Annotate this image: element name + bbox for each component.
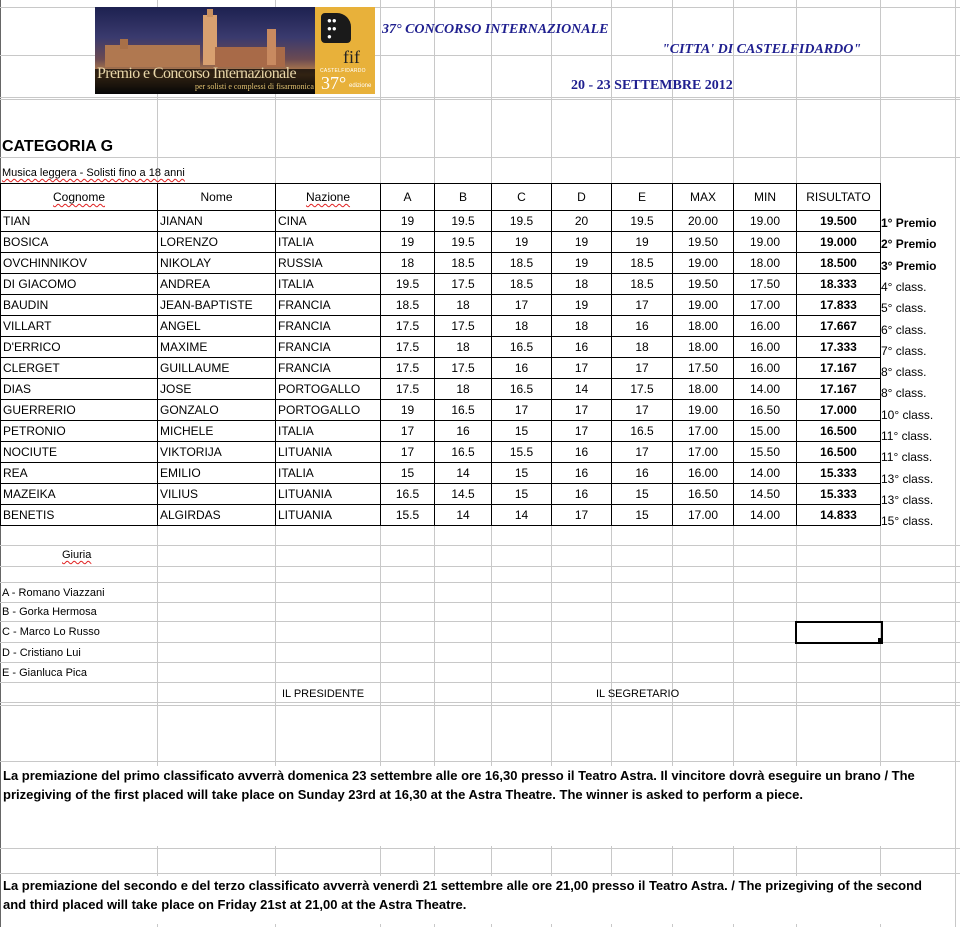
cell-c[interactable]: 17 bbox=[492, 295, 552, 316]
selected-cell[interactable] bbox=[795, 621, 883, 644]
cell-nome[interactable]: LORENZO bbox=[158, 232, 276, 253]
cell-c[interactable]: 16.5 bbox=[492, 337, 552, 358]
cell-b[interactable]: 19.5 bbox=[435, 232, 492, 253]
cell-c[interactable]: 18 bbox=[492, 316, 552, 337]
edition-number: 37° bbox=[321, 73, 347, 93]
cell-a[interactable]: 18 bbox=[381, 253, 435, 274]
cell-max[interactable]: 17.00 bbox=[673, 505, 734, 526]
cell-nazione[interactable]: PORTOGALLO bbox=[276, 379, 381, 400]
cell-max[interactable]: 18.00 bbox=[673, 316, 734, 337]
cell-a[interactable]: 18.5 bbox=[381, 295, 435, 316]
col-nome[interactable]: Nome bbox=[158, 184, 276, 211]
cell-cognome[interactable]: CLERGET bbox=[1, 358, 158, 379]
table-row bbox=[1, 400, 881, 421]
cell-a[interactable]: 19 bbox=[381, 232, 435, 253]
cell-d[interactable]: 14 bbox=[552, 379, 612, 400]
cell-c[interactable]: 18.5 bbox=[492, 253, 552, 274]
cell-nome[interactable]: VILIUS bbox=[158, 484, 276, 505]
cell-c[interactable]: 14 bbox=[492, 505, 552, 526]
jury-member-b: B - Gorka Hermosa bbox=[2, 606, 97, 618]
festival-banner-image bbox=[95, 7, 375, 94]
cell-nazione[interactable]: ITALIA bbox=[276, 421, 381, 442]
competition-title: 37° CONCORSO INTERNAZIONALE bbox=[382, 22, 609, 37]
cell-risultato[interactable]: 17.000 bbox=[797, 400, 881, 421]
cell-nome[interactable]: ALGIRDAS bbox=[158, 505, 276, 526]
second-third-prize-note: La premiazione del secondo e del terzo classificato avverrà venerdì 21 settembre alle ore 21,00 presso il Teatro Astra. / The prizegiving of the second and third placed will take place on Friday 21st at 21,00 at the Astra Theatre. bbox=[3, 876, 948, 924]
cell-a[interactable]: 19 bbox=[381, 400, 435, 421]
fill-handle[interactable] bbox=[878, 638, 883, 643]
cell-e[interactable]: 19 bbox=[612, 232, 673, 253]
cell-e[interactable]: 16 bbox=[612, 463, 673, 484]
cell-b[interactable]: 17.5 bbox=[435, 358, 492, 379]
president-signature-label: IL PRESIDENTE bbox=[282, 688, 365, 700]
cell-a[interactable]: 17 bbox=[381, 442, 435, 463]
cell-risultato[interactable]: 15.333 bbox=[797, 463, 881, 484]
cell-nazione[interactable]: LITUANIA bbox=[276, 484, 381, 505]
cell-risultato[interactable]: 16.500 bbox=[797, 442, 881, 463]
cell-b[interactable]: 18.5 bbox=[435, 253, 492, 274]
cell-c[interactable]: 16.5 bbox=[492, 379, 552, 400]
cell-b[interactable]: 14 bbox=[435, 505, 492, 526]
jury-title: Giuria bbox=[62, 549, 92, 561]
cell-e[interactable]: 17.5 bbox=[612, 379, 673, 400]
cell-e[interactable]: 17 bbox=[612, 400, 673, 421]
cell-d[interactable]: 19 bbox=[552, 295, 612, 316]
secretary-signature-label: IL SEGRETARIO bbox=[596, 688, 680, 700]
cell-min[interactable]: 17.00 bbox=[734, 295, 797, 316]
cell-nazione[interactable]: FRANCIA bbox=[276, 295, 381, 316]
cell-risultato[interactable]: 17.333 bbox=[797, 337, 881, 358]
cell-nome[interactable]: NIKOLAY bbox=[158, 253, 276, 274]
cell-max[interactable]: 19.00 bbox=[673, 400, 734, 421]
cell-d[interactable]: 16 bbox=[552, 442, 612, 463]
cell-c[interactable]: 17 bbox=[492, 400, 552, 421]
cell-d[interactable]: 20 bbox=[552, 211, 612, 232]
cell-risultato[interactable]: 18.333 bbox=[797, 274, 881, 295]
cell-c[interactable]: 18.5 bbox=[492, 274, 552, 295]
cell-min[interactable]: 16.00 bbox=[734, 316, 797, 337]
table-row bbox=[1, 274, 881, 295]
banner-subtitle: per solisti e complessi di fisarmonica bbox=[195, 82, 314, 91]
cell-c[interactable]: 16 bbox=[492, 358, 552, 379]
cell-d[interactable]: 16 bbox=[552, 337, 612, 358]
cell-risultato[interactable]: 19.500 bbox=[797, 211, 881, 232]
cell-cognome[interactable]: NOCIUTE bbox=[1, 442, 158, 463]
cell-min[interactable]: 14.00 bbox=[734, 505, 797, 526]
rank-label: 7° class. bbox=[881, 343, 927, 358]
cell-e[interactable]: 19.5 bbox=[612, 211, 673, 232]
cell-cognome[interactable]: DIAS bbox=[1, 379, 158, 400]
cell-b[interactable]: 14 bbox=[435, 463, 492, 484]
rank-label: 6° class. bbox=[881, 322, 927, 337]
rank-label: 11° class. bbox=[881, 429, 933, 443]
col-d[interactable]: D bbox=[552, 184, 612, 211]
logo-text: fif bbox=[343, 47, 360, 67]
table-row bbox=[1, 379, 881, 400]
cell-a[interactable]: 17.5 bbox=[381, 337, 435, 358]
table-row bbox=[1, 316, 881, 337]
cell-risultato[interactable]: 17.667 bbox=[797, 316, 881, 337]
cell-cognome[interactable]: GUERRERIO bbox=[1, 400, 158, 421]
cell-c[interactable]: 15 bbox=[492, 463, 552, 484]
jury-member-c: C - Marco Lo Russo bbox=[2, 626, 100, 638]
cell-min[interactable]: 16.50 bbox=[734, 400, 797, 421]
cell-b[interactable]: 18 bbox=[435, 337, 492, 358]
competition-dates: 20 - 23 SETTEMBRE 2012 bbox=[571, 78, 733, 93]
rank-label: 10° class. bbox=[881, 407, 934, 422]
cell-a[interactable]: 17.5 bbox=[381, 358, 435, 379]
cell-nome[interactable]: MICHELE bbox=[158, 421, 276, 442]
cell-min[interactable]: 19.00 bbox=[734, 232, 797, 253]
cell-min[interactable]: 14.00 bbox=[734, 379, 797, 400]
cell-cognome[interactable]: PETRONIO bbox=[1, 421, 158, 442]
cell-b[interactable]: 17.5 bbox=[435, 274, 492, 295]
results-table bbox=[0, 183, 881, 526]
cell-nome[interactable]: JIANAN bbox=[158, 211, 276, 232]
cell-d[interactable]: 17 bbox=[552, 505, 612, 526]
cell-e[interactable]: 18 bbox=[612, 337, 673, 358]
cell-nome[interactable]: ANGEL bbox=[158, 316, 276, 337]
rank-label: 4° class. bbox=[881, 279, 927, 294]
rank-label: 8° class. bbox=[881, 365, 927, 380]
cell-max[interactable]: 19.00 bbox=[673, 253, 734, 274]
cell-c[interactable]: 15 bbox=[492, 484, 552, 505]
cell-max[interactable]: 16.50 bbox=[673, 484, 734, 505]
table-row bbox=[1, 337, 881, 358]
table-row bbox=[1, 358, 881, 379]
fif-logo: ●● ●● ● fif CASTELFIDARDO 37° edizione bbox=[315, 7, 375, 94]
cell-a[interactable]: 17 bbox=[381, 421, 435, 442]
cell-max[interactable]: 19.50 bbox=[673, 274, 734, 295]
cell-max[interactable]: 19.50 bbox=[673, 232, 734, 253]
cell-nazione[interactable]: FRANCIA bbox=[276, 358, 381, 379]
table-row bbox=[1, 295, 881, 316]
cell-d[interactable]: 17 bbox=[552, 400, 612, 421]
cell-cognome[interactable]: D'ERRICO bbox=[1, 337, 158, 358]
cell-d[interactable]: 16 bbox=[552, 463, 612, 484]
table-header-row bbox=[1, 184, 881, 211]
cell-b[interactable]: 16 bbox=[435, 421, 492, 442]
cell-cognome[interactable]: BOSICA bbox=[1, 232, 158, 253]
cell-cognome[interactable]: BAUDIN bbox=[1, 295, 158, 316]
cell-max[interactable]: 16.00 bbox=[673, 463, 734, 484]
cell-a[interactable]: 16.5 bbox=[381, 484, 435, 505]
cell-d[interactable]: 17 bbox=[552, 358, 612, 379]
cell-e[interactable]: 16.5 bbox=[612, 421, 673, 442]
cell-risultato[interactable]: 14.833 bbox=[797, 505, 881, 526]
cell-min[interactable]: 16.00 bbox=[734, 358, 797, 379]
cell-e[interactable]: 18.5 bbox=[612, 274, 673, 295]
col-e[interactable]: E bbox=[612, 184, 673, 211]
cell-min[interactable]: 18.00 bbox=[734, 253, 797, 274]
jury-member-d: D - Cristiano Lui bbox=[2, 647, 81, 659]
cell-nome[interactable]: GONZALO bbox=[158, 400, 276, 421]
cell-max[interactable]: 17.50 bbox=[673, 358, 734, 379]
col-cognome[interactable]: Cognome bbox=[1, 184, 158, 211]
cell-max[interactable]: 19.00 bbox=[673, 295, 734, 316]
cell-min[interactable]: 14.00 bbox=[734, 463, 797, 484]
cell-risultato[interactable]: 19.000 bbox=[797, 232, 881, 253]
cell-nazione[interactable]: FRANCIA bbox=[276, 337, 381, 358]
table-row bbox=[1, 253, 881, 274]
cell-b[interactable]: 16.5 bbox=[435, 400, 492, 421]
category-description: Musica leggera - Solisti fino a 18 anni bbox=[2, 167, 185, 179]
cell-b[interactable]: 18 bbox=[435, 295, 492, 316]
rank-label: 13° class. bbox=[881, 492, 934, 507]
col-c[interactable]: C bbox=[492, 184, 552, 211]
cell-c[interactable]: 19 bbox=[492, 232, 552, 253]
cell-cognome[interactable]: OVCHINNIKOV bbox=[1, 253, 158, 274]
rank-label: 15° class. bbox=[881, 514, 934, 529]
cell-e[interactable]: 17 bbox=[612, 442, 673, 463]
cell-cognome[interactable]: TIAN bbox=[1, 211, 158, 232]
col-nazione[interactable]: Nazione bbox=[276, 184, 381, 211]
cell-c[interactable]: 19.5 bbox=[492, 211, 552, 232]
table-row bbox=[1, 421, 881, 442]
table-row bbox=[1, 484, 881, 505]
cell-nazione[interactable]: RUSSIA bbox=[276, 253, 381, 274]
cell-nome[interactable]: GUILLAUME bbox=[158, 358, 276, 379]
cell-d[interactable]: 16 bbox=[552, 484, 612, 505]
edition-label: edizione bbox=[349, 83, 372, 89]
cell-risultato[interactable]: 17.833 bbox=[797, 295, 881, 316]
rank-label: 13° class. bbox=[881, 471, 934, 486]
cell-cognome[interactable]: VILLART bbox=[1, 316, 158, 337]
cell-a[interactable]: 19.5 bbox=[381, 274, 435, 295]
rank-label: 8° class. bbox=[881, 386, 927, 401]
cell-min[interactable]: 19.00 bbox=[734, 211, 797, 232]
col-min[interactable]: MIN bbox=[734, 184, 797, 211]
col-a[interactable]: A bbox=[381, 184, 435, 211]
logo-city: CASTELFIDARDO bbox=[320, 68, 366, 74]
cell-a[interactable]: 17.5 bbox=[381, 316, 435, 337]
rank-label: 11° class. bbox=[881, 450, 933, 465]
cell-risultato[interactable]: 18.500 bbox=[797, 253, 881, 274]
cell-a[interactable]: 15.5 bbox=[381, 505, 435, 526]
cell-cognome[interactable]: DI GIACOMO bbox=[1, 274, 158, 295]
rank-label: 5° class. bbox=[881, 301, 927, 316]
cell-risultato[interactable]: 16.500 bbox=[797, 421, 881, 442]
cell-d[interactable]: 17 bbox=[552, 421, 612, 442]
col-risultato[interactable]: RISULTATO bbox=[797, 184, 881, 211]
cell-a[interactable]: 17.5 bbox=[381, 379, 435, 400]
cell-c[interactable]: 15.5 bbox=[492, 442, 552, 463]
cell-nome[interactable]: JEAN-BAPTISTE bbox=[158, 295, 276, 316]
cell-nazione[interactable]: FRANCIA bbox=[276, 316, 381, 337]
cell-d[interactable]: 19 bbox=[552, 232, 612, 253]
cell-cognome[interactable]: REA bbox=[1, 463, 158, 484]
cell-c[interactable]: 15 bbox=[492, 421, 552, 442]
col-max[interactable]: MAX bbox=[673, 184, 734, 211]
rank-label: 2° Premio bbox=[881, 237, 937, 252]
first-prize-note: La premiazione del primo classificato avverrà domenica 23 settembre alle ore 16,30 presso il Teatro Astra. Il vincitore dovrà eseguire un brano / The prizegiving of the first placed will take place on Sunday 23rd at 16,30 at the Astra Theatre. The winner is asked to perform a piece. bbox=[3, 766, 948, 846]
cell-cognome[interactable]: BENETIS bbox=[1, 505, 158, 526]
cell-risultato[interactable]: 17.167 bbox=[797, 379, 881, 400]
cell-nome[interactable]: MAXIME bbox=[158, 337, 276, 358]
cell-nazione[interactable]: ITALIA bbox=[276, 274, 381, 295]
rank-label: 1° Premio bbox=[881, 216, 937, 230]
cell-nazione[interactable]: ITALIA bbox=[276, 232, 381, 253]
cell-nazione[interactable]: ITALIA bbox=[276, 463, 381, 484]
cell-nazione[interactable]: CINA bbox=[276, 211, 381, 232]
cell-nome[interactable]: JOSE bbox=[158, 379, 276, 400]
cell-b[interactable]: 16.5 bbox=[435, 442, 492, 463]
cell-e[interactable]: 15 bbox=[612, 505, 673, 526]
cell-e[interactable]: 17 bbox=[612, 295, 673, 316]
cell-d[interactable]: 18 bbox=[552, 316, 612, 337]
table-row bbox=[1, 463, 881, 484]
cell-nazione[interactable]: LITUANIA bbox=[276, 505, 381, 526]
cell-a[interactable]: 19 bbox=[381, 211, 435, 232]
table-row bbox=[1, 505, 881, 526]
cell-risultato[interactable]: 15.333 bbox=[797, 484, 881, 505]
cell-e[interactable]: 16 bbox=[612, 316, 673, 337]
cell-nome[interactable]: ANDREA bbox=[158, 274, 276, 295]
cell-min[interactable]: 16.00 bbox=[734, 337, 797, 358]
cell-max[interactable]: 17.00 bbox=[673, 421, 734, 442]
cell-cognome[interactable]: MAZEIKA bbox=[1, 484, 158, 505]
cell-e[interactable]: 17 bbox=[612, 358, 673, 379]
col-b[interactable]: B bbox=[435, 184, 492, 211]
jury-member-a: A - Romano Viazzani bbox=[2, 587, 105, 599]
cell-d[interactable]: 18 bbox=[552, 274, 612, 295]
cell-e[interactable]: 18.5 bbox=[612, 253, 673, 274]
cell-b[interactable]: 14.5 bbox=[435, 484, 492, 505]
jury-member-e: E - Gianluca Pica bbox=[2, 667, 87, 679]
table-row bbox=[1, 211, 881, 232]
cell-b[interactable]: 18 bbox=[435, 379, 492, 400]
cell-min[interactable]: 14.50 bbox=[734, 484, 797, 505]
table-row bbox=[1, 232, 881, 253]
cell-b[interactable]: 17.5 bbox=[435, 316, 492, 337]
competition-city: "CITTA' DI CASTELFIDARDO" bbox=[662, 42, 862, 57]
rank-label: 3° Premio bbox=[881, 258, 937, 273]
cell-risultato[interactable]: 17.167 bbox=[797, 358, 881, 379]
cell-min[interactable]: 15.50 bbox=[734, 442, 797, 463]
cell-d[interactable]: 19 bbox=[552, 253, 612, 274]
cell-nazione[interactable]: PORTOGALLO bbox=[276, 400, 381, 421]
table-row bbox=[1, 442, 881, 463]
cell-min[interactable]: 17.50 bbox=[734, 274, 797, 295]
cell-nazione[interactable]: LITUANIA bbox=[276, 442, 381, 463]
banner-title: Premio e Concorso Internazionale bbox=[97, 65, 296, 82]
cell-max[interactable]: 17.00 bbox=[673, 442, 734, 463]
cell-max[interactable]: 18.00 bbox=[673, 379, 734, 400]
cell-e[interactable]: 15 bbox=[612, 484, 673, 505]
cell-b[interactable]: 19.5 bbox=[435, 211, 492, 232]
cell-nome[interactable]: VIKTORIJA bbox=[158, 442, 276, 463]
cell-min[interactable]: 15.00 bbox=[734, 421, 797, 442]
cell-max[interactable]: 20.00 bbox=[673, 211, 734, 232]
cell-a[interactable]: 15 bbox=[381, 463, 435, 484]
cell-nome[interactable]: EMILIO bbox=[158, 463, 276, 484]
cell-max[interactable]: 18.00 bbox=[673, 337, 734, 358]
category-title: CATEGORIA G bbox=[2, 138, 114, 155]
